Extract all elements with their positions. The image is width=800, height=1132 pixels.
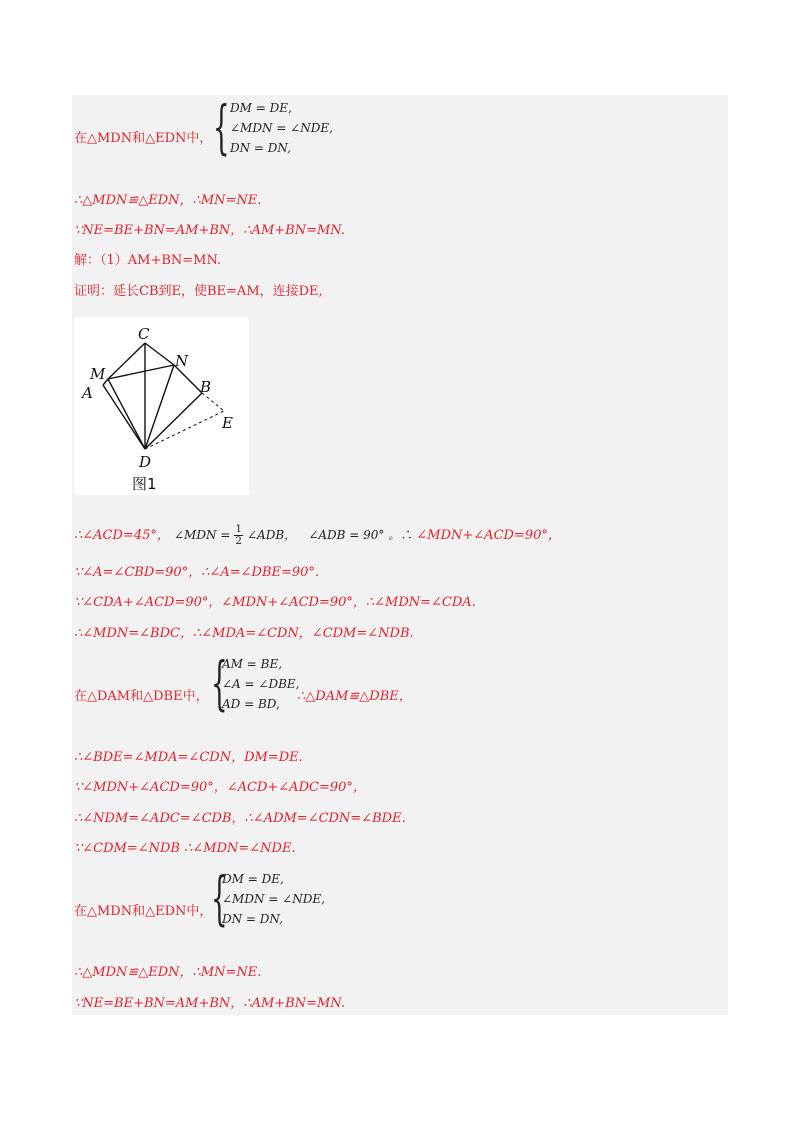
congruence-intro-1: 在△MDN和△EDN中， xyxy=(74,131,213,146)
step-line-8: ∴∠MDN=∠BDC，∴∠MDA=∠CDN，∠CDM=∠NDB. xyxy=(74,626,414,641)
system-2-eq-1: AM = BE, xyxy=(222,657,283,671)
label-c: C xyxy=(138,325,150,343)
system-1-eq-1: DM = DE, xyxy=(230,101,292,115)
line5-part-b1: ∠MDN = xyxy=(174,528,231,542)
system-3-eq-2: ∠MDN = ∠NDE, xyxy=(222,892,325,906)
fraction-numerator: 1 xyxy=(235,524,242,535)
label-b: B xyxy=(200,378,212,396)
label-a: A xyxy=(82,384,93,402)
label-n: N xyxy=(175,352,189,370)
system-3-eq-3: DN = DN, xyxy=(222,912,283,926)
line5-part-a: ∴∠ACD=45°， xyxy=(74,528,170,543)
step-line-6: ∵∠A=∠CBD=90°，∴∠A=∠DBE=90°. xyxy=(74,565,320,580)
label-e: E xyxy=(222,414,233,432)
system-2 xyxy=(222,654,299,714)
system-1-eq-2: ∠MDN = ∠NDE, xyxy=(230,121,333,135)
figure-caption: 图1 xyxy=(132,475,157,493)
system-2-eq-3: AD = BD, xyxy=(222,697,280,711)
brace-1: { xyxy=(213,93,230,161)
line5-part-d: ∠MDN+∠ACD=90°， xyxy=(416,528,561,543)
solution-line: 解：（1）AM+BN=MN. xyxy=(74,253,222,268)
step-line-12: ∵∠CDM=∠NDB ∴∠MDN=∠NDE. xyxy=(74,841,296,856)
system-1-eq-3: DN = DN, xyxy=(230,141,291,155)
system-1 xyxy=(230,98,333,158)
step-line-13: ∴△MDN≌△EDN，∴MN=NE. xyxy=(74,965,262,980)
figure-svg xyxy=(74,317,249,495)
brace-3: { xyxy=(211,864,228,932)
step-line-9: ∴∠BDE=∠MDA=∠CDN，DM=DE. xyxy=(74,750,303,765)
step-line-11: ∴∠NDM=∠ADC=∠CDB，∴∠ADM=∠CDN=∠BDE. xyxy=(74,811,406,826)
step-line-2: ∵NE=BE+BN=AM+BN，∴AM+BN=MN. xyxy=(74,223,345,238)
brace-2: { xyxy=(211,649,228,717)
step-line-10: ∵∠MDN+∠ACD=90°，∠ACD+∠ADC=90°， xyxy=(74,780,366,795)
line5-part-b2: ∠ADB， xyxy=(247,528,297,542)
proof-line: 证明：延长CB到E，使BE=AM，连接DE, xyxy=(74,284,323,299)
congruence-intro-3: 在△MDN和△EDN中， xyxy=(74,904,213,919)
label-d: D xyxy=(139,453,152,471)
system-3 xyxy=(222,869,325,929)
angle-line-5 xyxy=(74,524,561,547)
step-line-1: ∴△MDN≌△EDN，∴MN=NE. xyxy=(74,193,262,208)
label-m: M xyxy=(90,365,106,383)
fraction-half xyxy=(234,524,242,547)
fraction-denominator: 2 xyxy=(235,536,242,547)
system-3-eq-1: DM = DE, xyxy=(222,872,284,886)
step-line-14: ∵NE=BE+BN=AM+BN，∴AM+BN=MN. xyxy=(74,996,345,1011)
step-line-7: ∵∠CDA+∠ACD=90°，∠MDN+∠ACD=90°，∴∠MDN=∠CDA. xyxy=(74,595,476,610)
system-2-eq-2: ∠A = ∠DBE, xyxy=(222,677,300,691)
line5-part-c: ∠ADB = 90° 。∴ xyxy=(308,528,413,542)
congruence-intro-2: 在△DAM和△DBE中， xyxy=(74,689,209,704)
geometry-figure xyxy=(74,317,249,495)
congruence-result-2: ∴△DAM≌△DBE， xyxy=(297,689,412,704)
